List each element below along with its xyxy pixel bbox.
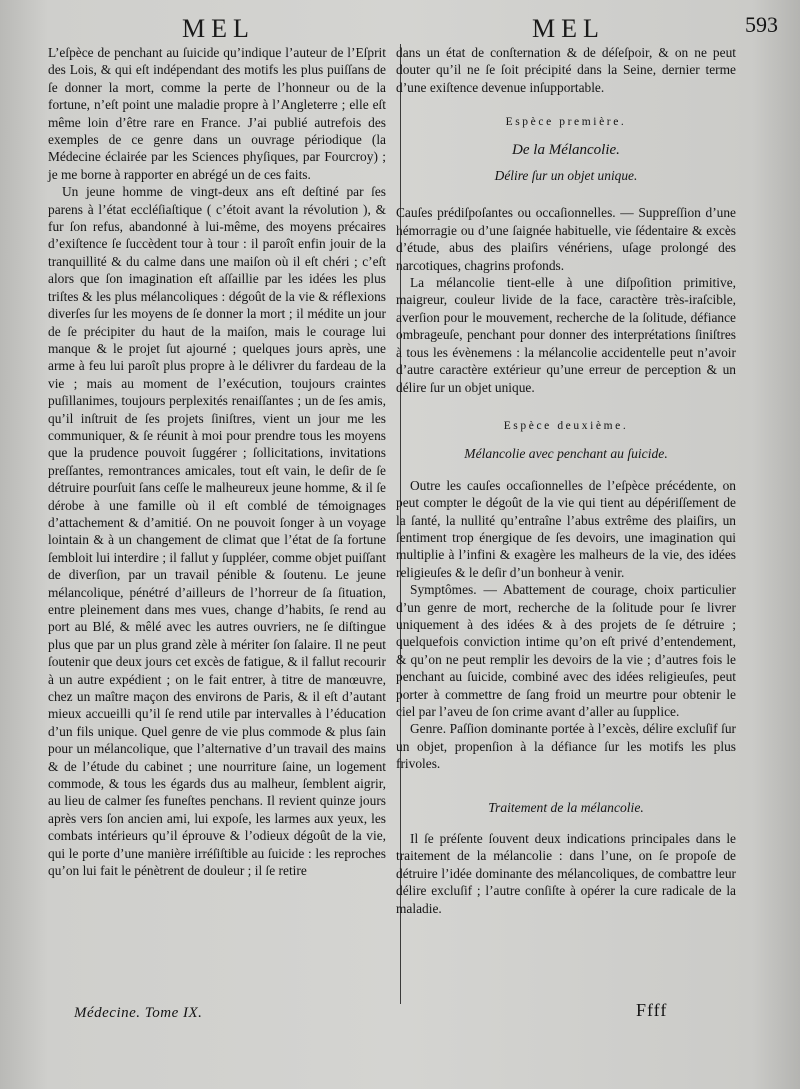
left-column — [48, 44, 386, 880]
signature-mark: Ffff — [636, 1000, 668, 1020]
paragraph: L’eſpèce de penchant au ſuicide qu’indique l’auteur de l’Eſprit des Lois, & qui eſt indépendant des motifs les plus puiſſans de ſe donner la mort, comme la perte de l’honneur ou de la fortune, n’eſt point une maladie propre à l’Angleterre ; elle eſt même loin d’être rare en France. J’ai publié autrefois des exemples de ce genre dans un ouvrage périodique (la Médecine éclairée par les Sciences phyſiques, par Fourcroy) ; je me borne à rapporter en abrégé un de ces faits. — [48, 45, 386, 182]
right-column — [396, 44, 736, 917]
paragraph: Outre les cauſes occaſionnelles de l’eſpèce précédente, on peut compter le dégoût de la vie qui tient au dépériſſement de la ſanté, la nullité qu’entraîne l’abus extrême des plaiſirs, un ſentiment trop énergique de ſes devoirs, une imagination qui multiplie à l’infini & exagère les malheurs de la vie, des idées religieuſes & le deſir d’un bonheur à venir. — [396, 477, 736, 580]
running-head-right: MEL — [532, 14, 605, 43]
page-number: 593 — [745, 12, 778, 37]
paragraph: Symptômes. — Abattement de courage, choix particulier d’un genre de mort, recherche de la ſolitude pour ſe livrer uniquement à des idées & à des projets de ſe détruire ; quelquefois conviction intime qu’on eſt privé d’entendement, & qu’on ne peut remplir les devoirs de la vie ; d’autres fois le penchant au ſuicide, combiné avec des idées religieuſes, peut porter à commettre de ſang froid un meurtre pour obtenir le ciel par l’aveu de ſon crime avant d’aller au ſupplice. — [396, 582, 736, 719]
paragraph: Cauſes prédiſpoſantes ou occaſionnelles. — Suppreſſion d’une hémorragie ou d’une ſaignée habituelle, vie ſédentaire & excès d’étude, abus des plaiſirs vénériens, uſage prolongé des narcotiques, chagrins profonds. — [396, 205, 736, 273]
running-head-left: MEL — [182, 14, 255, 43]
paragraph-continuation: dans un état de conſternation & de déſeſpoir, & on ne peut douter qu’il ne ſe ſoit précipité dans la Seine, dernier terme d’une exiſtence devenue inſupportable. — [396, 45, 736, 95]
section-heading: Espèce deuxième. — [503, 419, 629, 432]
paragraph: La mélancolie tient-elle à une diſpoſition primitive, maigreur, couleur livide de la face, caractère très-iraſcible, averſion pour le mouvement, recherche de la ſolitude, défiance ombrageuſe, penchant pour donner des interprétations ſiniſtres à tous les évènemens : la mélancolie accidentelle peut n’avoir d’autre caractère extérieur qu’une erreur de perception & un délire ſur un objet unique. — [396, 275, 736, 395]
paragraph: Un jeune homme de vingt-deux ans eſt deſtiné par ſes parens à l’état eccléſiaſtique ( c’étoit avant la révolution ), & fur ſon refus, abandonné à lui-même, des moyens précaires d’exiſtence ſe ſuccèdent tour à tour : il paroît enfin jouir de la tranquillité & du calme dans une maiſon où il eſt chéri ; c’eſt alors que ſon imagination eſt aſſaillie par les idées les plus triſtes & les plus mélancoliques : dégoût de la vie & réflexions diverſes ſur les moyens de ſe donner la mort ; il médite un jour de ſe précipiter du haut de la maiſon, mais le courage lui manque & le projet ſut ajourné ; quelques jours après, une arme à feu lui paroît plus propre à le délivrer du fardeau de la vie ; mais au moment de l’exécution, toujours craintes puſillanimes, toujours perplexités renaiſſantes ; un de ſes amis, qu’il inſtruit de ſes projets ſiniſtres, vient un jour me les communiquer, & ſe réunit à moi pour prendre tous les moyens que la prudence pouvoit ſuggérer ; ſollicitations, invitations preſſantes, remontrances amicales, tout eſt vain, le deſir de ſe détruire pourſuit ſans ceſſe le malheureux jeune homme, & il ſe dérobe à une famille où il eſt comblé de témoignages d’attachement & d’amitié. On ne pouvoit ſonger à un voyage lointain & à un changement de climat que l’état de ſa fortune ſembloit lui interdire ; il fallut y ſuppléer, comme objet puiſſant de diverſion, par un travail pénible & ſoutenu. Le jeune mélancolique, pénétré d’ailleurs de l’horreur de ſa ſituation, entre pleinement dans mes vues, change d’habits, ſe rend au port au Blé, & mêlé avec les autres ouvriers, ne ſe diſtingue plus que par un plus grand zèle à mériter ſon ſalaire. Il ne peut ſoutenir que deux jours cet excès de fatigue, & il fallut recourir à un autre expédient ; on le fait entrer, à titre de manœuvre, chez un maître maçon des environs de Paris, & il eſt d’autant mieux accueilli qu’il ſe rend utile par intervalles à l’éducation d’un fils unique. Quel genre de vie plus commode & plus ſain pour un mélancolique, que l’alternative d’un travail des mains & de l’étude du cabinet ; une nourriture ſaine, un logement commode, & tous les égards dus au malheur, ſemblent aigrir, au lieu de calmer ſes funeſtes penchans. Il revient quinze jours après vers ſon ancien ami, lui expoſe, les larmes aux yeux, les combats intérieurs qu’il éprouve & l’odieux dégoût de la vie, qui le porte d’une manière irréſiſtible au ſuicide : les reproches qu’on lui fait le pénètrent de douleur ; il ſe retire — [48, 184, 386, 879]
volume-footer: Médecine. Tome IX. — [74, 1005, 203, 1021]
section-title: Traitement de la mélancolie. — [488, 799, 644, 815]
section-title: De la Mélancolie. — [512, 141, 620, 158]
paragraph: Il ſe préſente ſouvent deux indications principales dans le traitement de la mélancolie : dans l’une, on ſe propoſe de détruire l’idée dominante des mélancoliques, de combattre leur délire excluſif ; l’autre conſiſte à opérer la cure radicale de la maladie. — [396, 831, 736, 916]
section-heading: Espèce première. — [505, 116, 627, 129]
section-subtitle: Délire ſur un objet unique. — [494, 168, 638, 184]
section-title: Mélancolie avec penchant au ſuicide. — [464, 446, 668, 462]
paragraph: Genre. Paſſion dominante portée à l’excès, délire excluſif ſur un objet, propenſion à la défiance ſur les motifs les plus frivoles. — [396, 721, 736, 772]
